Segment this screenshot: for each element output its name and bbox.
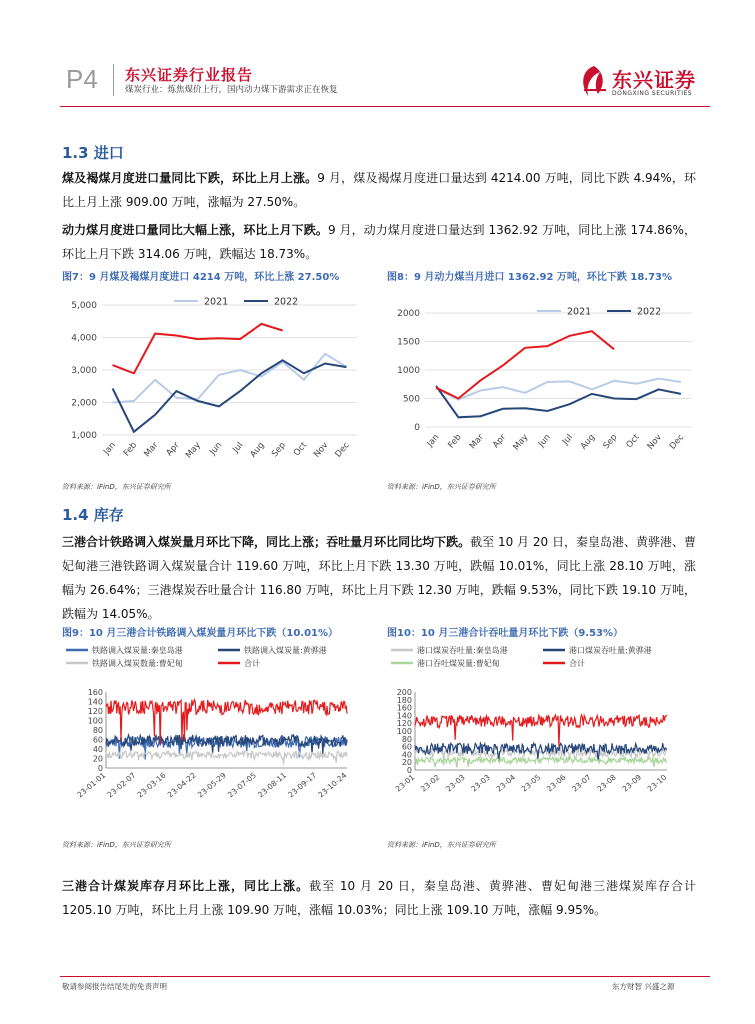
x-tick-label: Jan xyxy=(101,440,118,457)
y-tick-label: 0 xyxy=(406,766,412,775)
y-tick-label: 1,000 xyxy=(71,431,97,441)
x-tick-label: 23-01-01 xyxy=(75,770,108,800)
legend-label: 铁路调入煤炭数量:曹妃甸 xyxy=(92,659,183,668)
x-tick-label: 23-03 xyxy=(469,772,492,794)
paragraph-bold: 煤及褐煤月度进口量同比下跌，环比上月上涨。 xyxy=(62,171,318,185)
y-tick-label: 60 xyxy=(401,742,412,752)
footer-rule xyxy=(60,976,710,977)
paragraph-text: 9 月，煤及褐煤月度进口量达到 4214.00 万吨，同比下跌 4.94%，环比上月上涨 909.00 万吨，涨幅为 27.50%。 xyxy=(62,171,696,209)
fig9-chart xyxy=(62,640,362,830)
y-tick-label: 80 xyxy=(401,734,412,744)
series-line-current xyxy=(113,324,283,373)
paragraph-thermal-import xyxy=(62,218,696,266)
footer-slogan: 东方财智 兴盛之源 xyxy=(612,982,675,991)
fig7-source: 资料来源：iFinD，东兴证券研究所 xyxy=(62,483,171,491)
y-tick-label: 5,000 xyxy=(71,301,97,311)
legend-label: 港口煤炭吞吐量:黄骅港 xyxy=(569,646,652,655)
y-tick-label: 100 xyxy=(396,727,412,736)
x-tick-label: 23-08 xyxy=(595,772,618,794)
fig9-source: 资料来源：iFinD，东兴证券研究所 xyxy=(62,841,171,849)
paragraph-text: 截至 10 月 20 日，秦皇岛港、黄骅港、曹妃甸港三港煤炭库存合计 1205.10 万吨，环比上月上涨 109.90 万吨，涨幅 10.03%；同比上涨 109.10 万吨，涨幅 9.95%。 xyxy=(62,879,696,917)
paragraph-text: 截至 10 月 20 日，秦皇岛港、黄骅港、曹妃甸港三港铁路调入煤炭量合计 119.60 万吨，环比上月下跌 13.30 万吨，跌幅 10.01%，同比上涨 28.10 万吨，涨幅为 26.64%；三港煤炭吞吐量合计 116.80 万吨，环比上月下跌 12.30 万吨，跌幅 9.53%，同比下跌 19.10 万吨，跌幅为 14.05%。 xyxy=(62,535,696,621)
x-tick-label: May xyxy=(511,432,531,453)
y-tick-label: 120 xyxy=(396,719,412,729)
x-tick-label: Aug xyxy=(248,440,267,460)
y-tick-label: 0 xyxy=(414,423,420,433)
section-heading-import: 1.3 进口 xyxy=(62,144,124,162)
fig10-chart xyxy=(387,640,697,830)
y-tick-label: 2000 xyxy=(397,309,420,319)
fig8-chart xyxy=(387,285,697,470)
x-tick-label: Feb xyxy=(121,440,140,459)
x-tick-label: Nov xyxy=(312,440,331,460)
x-tick-label: Oct xyxy=(624,432,642,451)
y-tick-label: 4,000 xyxy=(71,333,97,344)
x-tick-label: Nov xyxy=(645,432,664,452)
paragraph-bold: 三港合计煤炭库存月环比上涨，同比上涨。 xyxy=(62,879,310,893)
x-tick-label: 23-07 xyxy=(570,772,593,794)
y-tick-label: 160 xyxy=(87,688,103,697)
series-line-2 xyxy=(415,757,667,767)
y-tick-label: 120 xyxy=(87,707,103,716)
x-tick-label: Mar xyxy=(467,432,486,452)
x-tick-label: 23-09-17 xyxy=(286,770,319,800)
x-tick-label: May xyxy=(183,440,203,461)
fig8-title: 图8：9 月动力煤当月进口 1362.92 万吨，环比下跌 18.73% xyxy=(387,272,673,283)
footer-disclaimer: 敬请参阅报告结尾处的免责声明 xyxy=(62,982,167,991)
x-tick-label: Apr xyxy=(491,432,509,451)
y-tick-label: 200 xyxy=(396,688,412,697)
x-tick-label: 23-06 xyxy=(545,772,568,794)
y-tick-label: 140 xyxy=(396,711,412,721)
header-rule xyxy=(60,106,710,107)
fig10-source: 资料来源：iFinD，东兴证券研究所 xyxy=(387,841,496,849)
dongxing-logo-icon xyxy=(578,62,610,100)
x-tick-label: 23-08-11 xyxy=(256,770,289,800)
x-tick-label: Sep xyxy=(269,440,288,460)
paragraph-port-flow xyxy=(62,530,696,626)
fig7-title: 图7：9 月煤及褐煤月度进口 4214 万吨，环比上涨 27.50% xyxy=(62,272,340,283)
y-tick-label: 80 xyxy=(92,726,103,735)
fig9-title: 图9：10 月三港合计铁路调入煤炭量月环比下跌（10.01%） xyxy=(62,628,339,639)
x-tick-label: 23-04 xyxy=(494,772,518,794)
legend-label: 合计 xyxy=(569,659,585,668)
page-number: P4 xyxy=(66,64,98,94)
x-tick-label: Dec xyxy=(667,432,687,452)
y-tick-label: 3,000 xyxy=(71,366,97,376)
series-line-2022 xyxy=(436,386,681,417)
legend-label: 港口煤炭吞吐量:秦皇岛港 xyxy=(417,646,508,655)
x-tick-label: Mar xyxy=(142,440,161,460)
x-tick-label: Jul xyxy=(231,440,246,455)
x-tick-label: 23-10 xyxy=(645,772,669,794)
y-tick-label: 140 xyxy=(87,697,103,707)
x-tick-label: Sep xyxy=(601,432,620,452)
x-tick-label: Dec xyxy=(333,440,352,460)
logo-english: DONGXING SECURITIES xyxy=(612,90,693,97)
x-tick-label: Jul xyxy=(560,432,575,447)
x-tick-label: 23-07-05 xyxy=(226,770,258,800)
fig7-chart xyxy=(62,285,362,470)
legend-label: 铁路调入煤炭量:黄骅港 xyxy=(244,646,327,655)
y-tick-label: 1000 xyxy=(397,366,420,376)
legend-label: 合计 xyxy=(244,659,260,668)
report-title: 东兴证券行业报告 xyxy=(125,66,254,84)
fig8-source: 资料来源：iFinD，东兴证券研究所 xyxy=(387,483,496,491)
x-tick-label: Aug xyxy=(578,432,598,452)
series-line-2 xyxy=(106,751,347,765)
paragraph-port-inventory xyxy=(62,874,696,922)
x-tick-label: 23-02 xyxy=(419,772,442,794)
x-tick-label: Feb xyxy=(446,432,464,451)
y-tick-label: 20 xyxy=(92,754,103,764)
x-tick-label: Oct xyxy=(292,440,310,459)
legend-label: 2021 xyxy=(567,306,592,318)
paragraph-bold: 三港合计铁路调入煤炭量月环比下降，同比上涨；吞吐量月环比同比均下跌。 xyxy=(62,535,471,549)
paragraph-coal-import xyxy=(62,166,696,214)
legend-label: 2022 xyxy=(274,296,299,308)
paragraph-bold: 动力煤月度进口量同比大幅上涨，环比上月下跌。 xyxy=(62,223,328,237)
y-tick-label: 100 xyxy=(87,716,103,726)
y-tick-label: 20 xyxy=(401,758,412,768)
x-tick-label: 23-04-22 xyxy=(165,770,198,800)
x-tick-label: 23-05 xyxy=(519,772,543,794)
y-tick-label: 500 xyxy=(402,394,420,405)
series-line-3 xyxy=(415,715,667,746)
y-tick-label: 2,000 xyxy=(71,398,97,409)
legend-label: 2021 xyxy=(204,296,229,308)
x-tick-label: Jun xyxy=(207,440,225,458)
x-tick-label: 23-10-24 xyxy=(316,770,349,800)
section-heading-stock: 1.4 库存 xyxy=(62,506,124,524)
x-tick-label: 23-03 xyxy=(444,772,467,794)
x-tick-label: 23-03-16 xyxy=(135,770,168,800)
x-tick-label: 23-05-29 xyxy=(195,770,228,800)
x-tick-label: 23-02-07 xyxy=(105,770,138,800)
x-tick-label: Apr xyxy=(164,440,182,459)
header-divider xyxy=(113,64,114,96)
y-tick-label: 60 xyxy=(92,735,103,745)
logo-text: 东兴证券 xyxy=(612,68,696,92)
x-tick-label: 23-01 xyxy=(393,772,417,794)
y-tick-label: 1500 xyxy=(397,337,420,348)
legend-label: 港口吞吐煤炭量:曹妃甸 xyxy=(417,659,500,668)
x-tick-label: 23-09 xyxy=(620,772,644,794)
x-tick-label: Jan xyxy=(425,432,442,449)
legend-label: 2022 xyxy=(637,306,662,318)
fig10-title: 图10：10 月三港合计吞吐量月环比下跌（9.53%） xyxy=(387,628,624,639)
y-tick-label: 0 xyxy=(97,764,103,773)
series-line-2021 xyxy=(113,354,347,403)
paragraph-text: 9 月，动力煤月度进口量达到 1362.92 万吨，同比上涨 174.86%，环比上月下跌 314.06 万吨，跌幅达 18.73%。 xyxy=(62,223,696,261)
report-subtitle: 煤炭行业：炼焦煤价上行，国内动力煤下游需求正在恢复 xyxy=(125,85,338,95)
y-tick-label: 40 xyxy=(92,745,103,754)
y-tick-label: 40 xyxy=(401,750,412,760)
legend-label: 铁路调入煤炭量:秦皇岛港 xyxy=(92,646,183,655)
x-tick-label: Jun xyxy=(536,432,553,450)
y-tick-label: 180 xyxy=(396,695,412,705)
y-tick-label: 160 xyxy=(396,703,412,713)
